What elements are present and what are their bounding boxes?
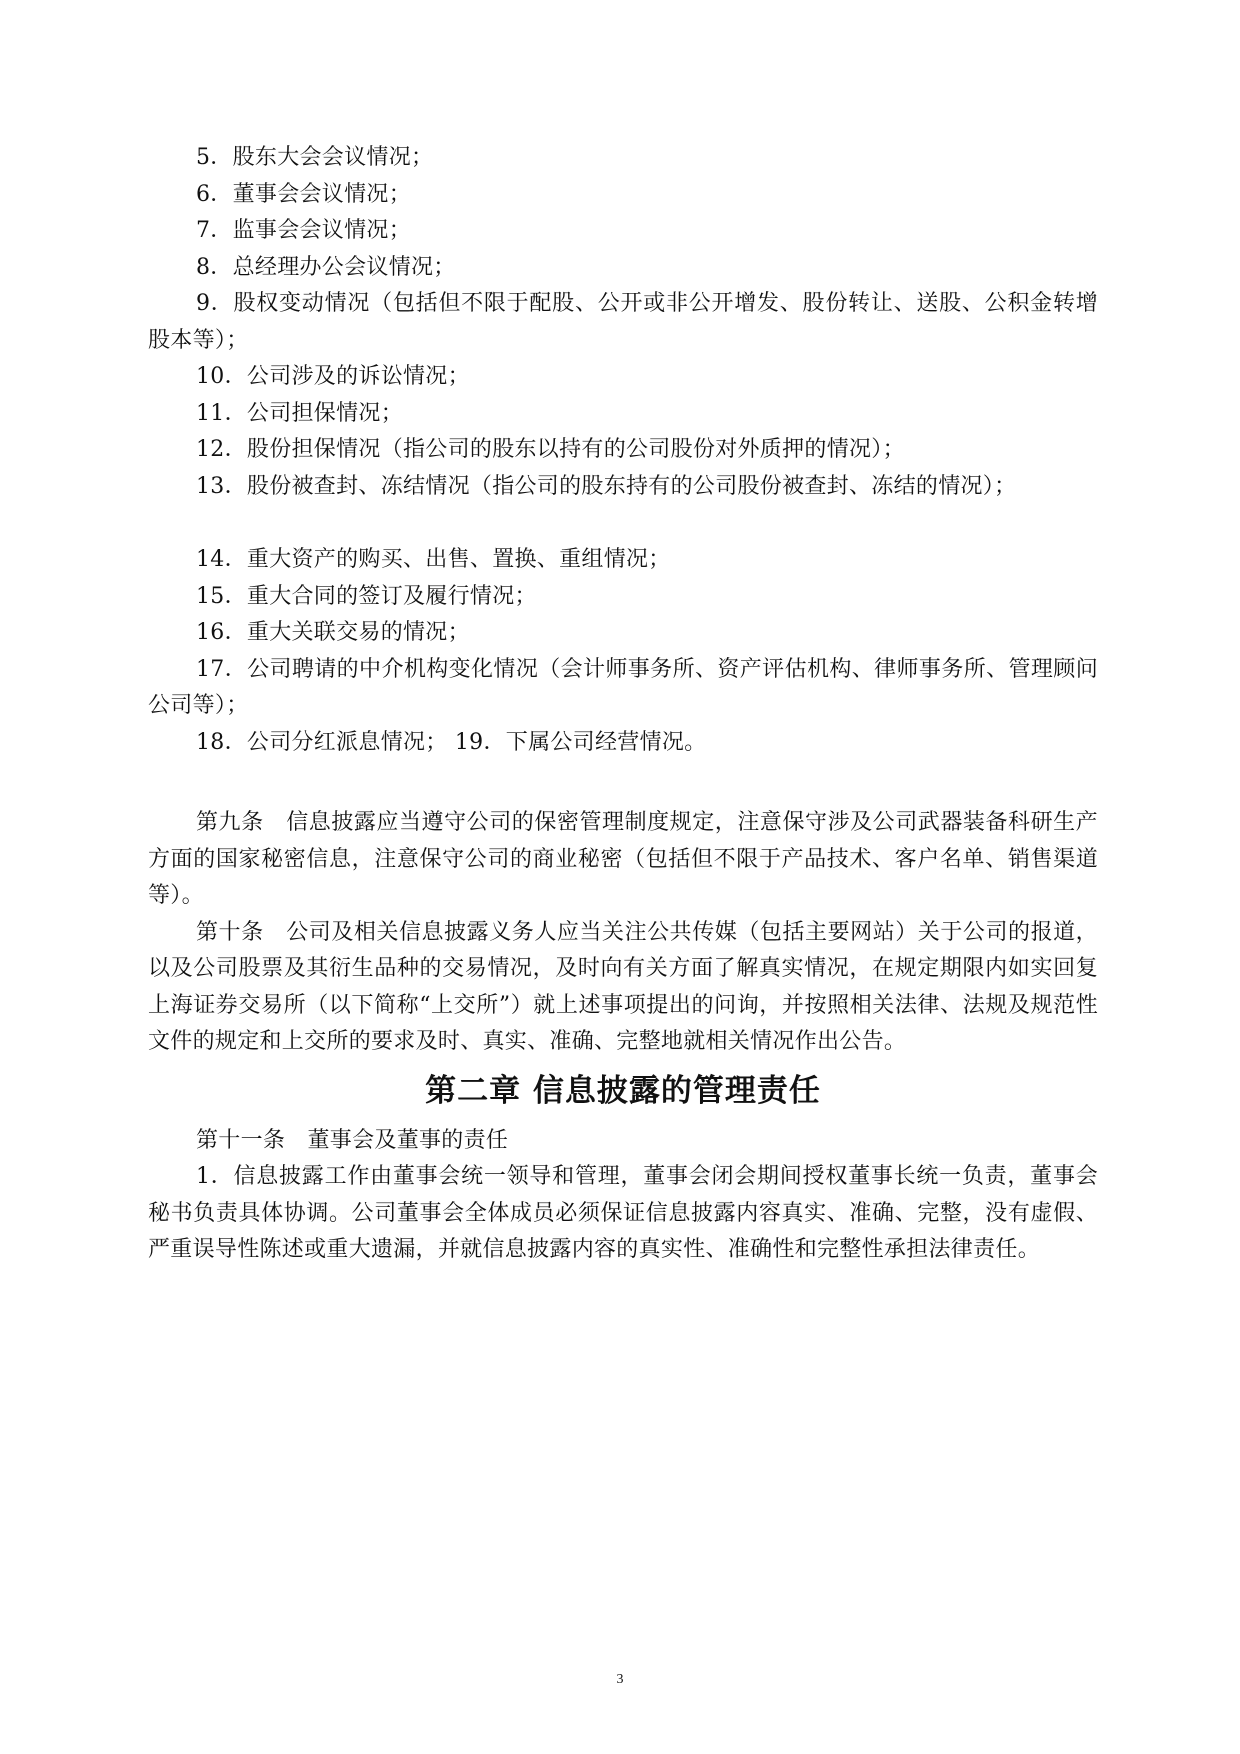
list-item: 8．总经理办公会议情况； [196,254,456,280]
list-item: 18．公司分红派息情况； 19．下属公司经营情况。 [196,729,707,755]
list-item: 16．重大关联交易的情况； [196,620,470,645]
disclosure-list-part-2 [148,542,1098,761]
list-item: 9．股权变动情况（包括但不限于配股、公开或非公开增发、股份转让、送股、公积金转增股本等）； [148,291,1098,353]
article-10-paragraph: 第十条 公司及相关信息披露义务人应当关注公共传媒（包括主要网站）关于公司的报道，以及公司股票及其衍生品种的交易情况，及时向有关方面了解真实情况，在规定期限内如实回复上海证券交易所（以下简称“上交所”）就上述事项提出的问询，并按照相关法律、法规及规范性文件的规定和上交所的要求及时、真实、准确、完整地就相关情况作出公告。 [148,919,1098,1054]
list-item: 7．监事会会议情况； [196,218,411,243]
list-item: 17．公司聘请的中介机构变化情况（会计师事务所、资产评估机构、律师事务所、管理顾问公司等）； [148,656,1098,718]
list-item: 11．公司担保情况； [196,400,403,426]
article-9-paragraph: 第九条 信息披露应当遵守公司的保密管理制度规定，注意保守涉及公司武器装备科研生产方面的国家秘密信息，注意保守公司的商业秘密（包括但不限于产品技术、客户名单、销售渠道等）。 [148,810,1098,908]
spacer [148,761,1098,805]
list-item: 12．股份担保情况（指公司的股东以持有的公司股份对外质押的情况）； [196,437,905,462]
document-body [148,140,1098,1269]
article-11-heading: 第十一条 董事会及董事的责任 [196,1127,509,1153]
page-number: 3 [616,1672,624,1687]
disclosure-list-part-1 [148,140,1098,505]
spacer [148,505,1098,542]
list-item: 10．公司涉及的诉讼情况； [196,364,470,389]
list-item: 5．股东大会会议情况； [196,145,434,170]
list-item: 6．董事会会议情况； [196,181,411,207]
list-item: 14．重大资产的购买、出售、置换、重组情况； [196,547,671,572]
list-item: 13．股份被查封、冻结情况（指公司的股东持有的公司股份被查封、冻结的情况）； [196,473,1017,499]
chapter-title: 第二章 信息披露的管理责任 [425,1072,821,1109]
list-item: 15．重大合同的签订及履行情况； [196,583,537,609]
article-11-item-1: 1．信息披露工作由董事会统一领导和管理，董事会闭会期间授权董事长统一负责，董事会秘书负责具体协调。公司董事会全体成员必须保证信息披露内容真实、准确、完整，没有虚假、严重误导性陈述或重大遗漏，并就信息披露内容的真实性、准确性和完整性承担法律责任。 [148,1164,1098,1262]
